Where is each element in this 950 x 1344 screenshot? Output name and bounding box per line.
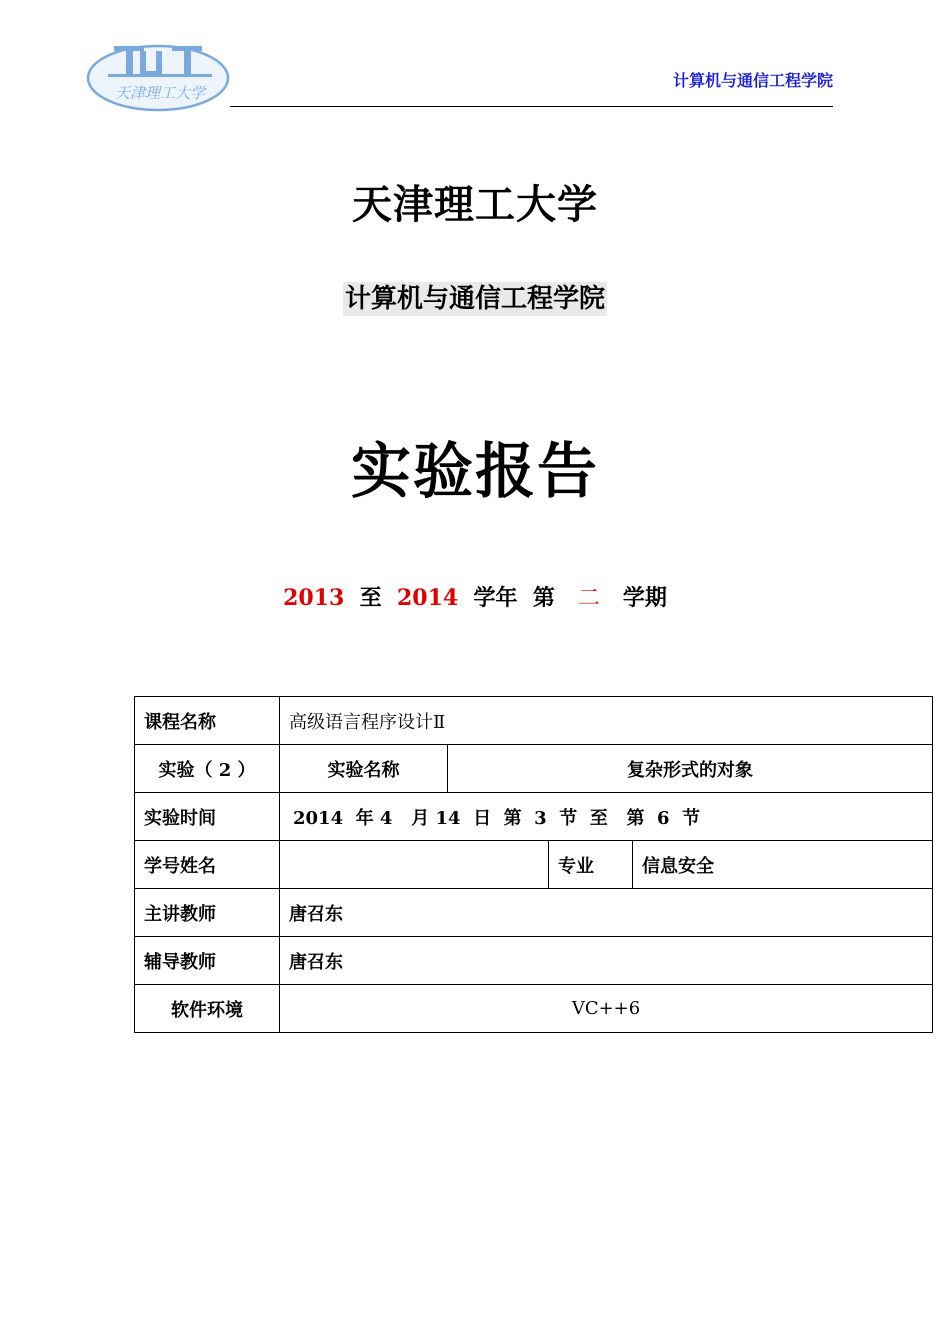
time-value: 2014 年 4 月 14 日 第 3 节 至 第 6 节 [280, 793, 933, 841]
experiment-name-label: 实验名称 [280, 745, 448, 793]
student-value [280, 841, 549, 889]
report-title: 实验报告 [351, 437, 599, 507]
software-row [135, 985, 933, 1033]
tutor-value: 唐召东 [280, 937, 933, 985]
term-end-year: 2014 [396, 585, 459, 611]
lecturer-value: 唐召东 [280, 889, 933, 937]
university-logo [86, 34, 234, 114]
course-row [135, 697, 933, 745]
experiment-info-table [134, 696, 933, 1033]
time-row [135, 793, 933, 841]
student-row [135, 841, 933, 889]
major-label: 专业 [549, 841, 633, 889]
major-value: 信息安全 [633, 841, 933, 889]
logo-text: 天津理工大学 [114, 84, 206, 102]
experiment-name-value: 复杂形式的对象 [448, 745, 933, 793]
university-title: 天津理工大学 [352, 182, 598, 228]
term-to: 至 [359, 585, 382, 611]
term-start-year: 2013 [283, 585, 345, 611]
term-school-year: 学年 [473, 585, 518, 611]
college-title-wrap [0, 282, 950, 316]
student-label: 学号姓名 [135, 841, 280, 889]
course-value: 高级语言程序设计Ⅱ [280, 697, 933, 745]
academic-term [0, 581, 950, 612]
term-ordinal: 第 [532, 585, 555, 611]
course-label: 课程名称 [135, 697, 280, 745]
lecturer-row [135, 889, 933, 937]
term-semester: 二 [577, 586, 600, 611]
header-department: 计算机与通信工程学院 [672, 71, 833, 90]
term-semester-suffix: 学期 [622, 585, 667, 611]
experiment-row [135, 745, 933, 793]
tutor-label: 辅导教师 [135, 937, 280, 985]
lecturer-label: 主讲教师 [135, 889, 280, 937]
header-divider [230, 106, 833, 107]
software-value: VC++6 [280, 985, 933, 1033]
experiment-number-label: 实验（ 2 ） [135, 745, 280, 793]
software-label: 软件环境 [135, 985, 280, 1033]
college-title: 计算机与通信工程学院 [344, 284, 605, 314]
tutor-row [135, 937, 933, 985]
time-label: 实验时间 [135, 793, 280, 841]
